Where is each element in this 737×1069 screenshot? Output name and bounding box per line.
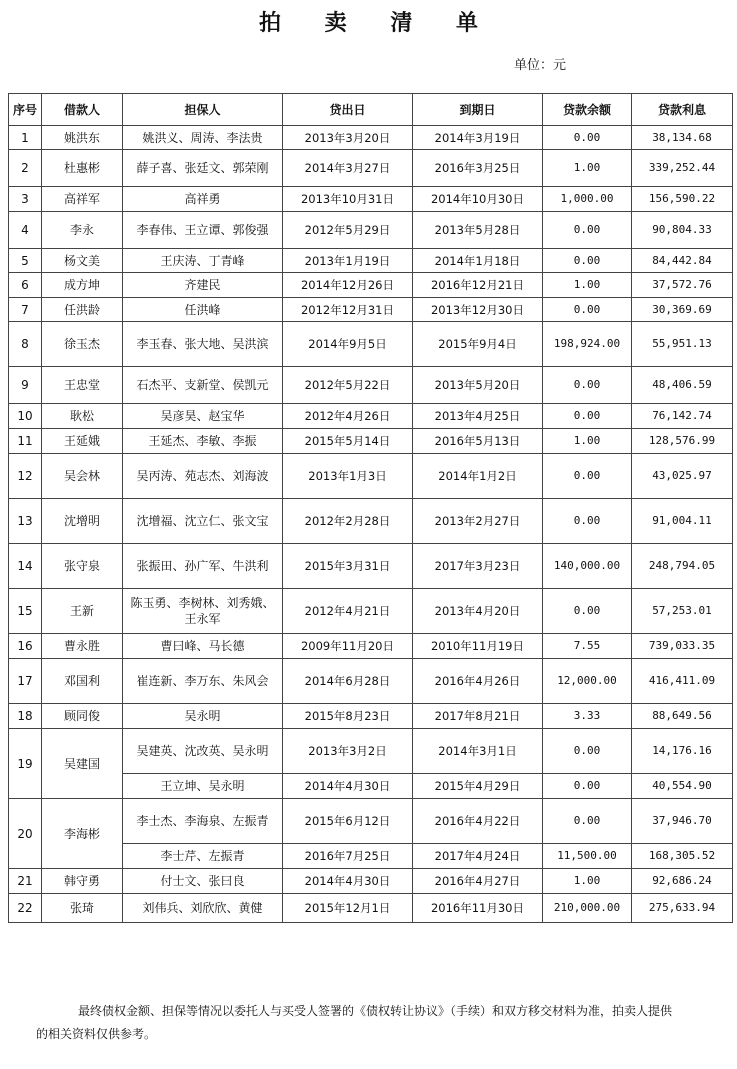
loan-start-date: 2014年6月28日 [283,659,413,704]
table-header-row [9,94,733,126]
guarantor-names: 王立坤、吴永明 [123,774,283,799]
loan-balance: 1.00 [543,150,632,187]
guarantor-names: 刘伟兵、刘欣欣、黄健 [123,894,283,923]
borrower-name: 成方坤 [42,273,123,298]
row-number: 20 [9,799,42,869]
loan-end-date: 2016年4月22日 [413,799,543,844]
row-number: 19 [9,729,42,799]
loan-balance: 1.00 [543,273,632,298]
loan-interest: 168,305.52 [632,844,733,869]
loan-interest: 57,253.01 [632,589,733,634]
loan-balance: 0.00 [543,799,632,844]
loan-start-date: 2013年3月20日 [283,126,413,150]
loan-end-date: 2015年9月4日 [413,322,543,367]
borrower-name: 顾同俊 [42,704,123,729]
borrower-name: 王新 [42,589,123,634]
guarantor-names: 齐建民 [123,273,283,298]
table-row [9,249,733,273]
row-number: 9 [9,367,42,404]
loan-end-date: 2016年4月27日 [413,869,543,894]
loan-interest: 156,590.22 [632,187,733,212]
loan-interest: 128,576.99 [632,429,733,454]
table-row [9,187,733,212]
guarantor-names: 李士杰、李海泉、左振青 [123,799,283,844]
loan-start-date: 2013年1月19日 [283,249,413,273]
loan-start-date: 2015年5月14日 [283,429,413,454]
loan-end-date: 2014年3月1日 [413,729,543,774]
auction-list-table [8,93,733,923]
borrower-name: 姚洪东 [42,126,123,150]
loan-interest: 84,442.84 [632,249,733,273]
guarantor-names: 张振田、孙广军、牛洪利 [123,544,283,589]
loan-balance: 0.00 [543,729,632,774]
borrower-name: 王忠堂 [42,367,123,404]
borrower-name: 曹永胜 [42,634,123,659]
row-number: 4 [9,212,42,249]
table-row [9,212,733,249]
loan-end-date: 2014年10月30日 [413,187,543,212]
loan-balance: 198,924.00 [543,322,632,367]
loan-interest: 40,554.90 [632,774,733,799]
loan-end-date: 2013年4月20日 [413,589,543,634]
loan-balance: 1.00 [543,869,632,894]
table-row [9,799,733,844]
row-number: 22 [9,894,42,923]
loan-start-date: 2015年6月12日 [283,799,413,844]
row-number: 3 [9,187,42,212]
guarantor-names: 沈增福、沈立仁、张文宝 [123,499,283,544]
table-row [9,298,733,322]
loan-interest: 48,406.59 [632,367,733,404]
loan-start-date: 2015年12月1日 [283,894,413,923]
borrower-name: 李永 [42,212,123,249]
loan-start-date: 2013年10月31日 [283,187,413,212]
page-title: 拍 卖 清 单 [259,10,496,36]
loan-end-date: 2016年12月21日 [413,273,543,298]
header-no: 序号 [9,94,42,126]
loan-interest: 55,951.13 [632,322,733,367]
table-row [9,729,733,774]
loan-interest: 37,572.76 [632,273,733,298]
guarantor-names: 吴丙涛、苑志杰、刘海波 [123,454,283,499]
guarantor-names: 吴彦昊、赵宝华 [123,404,283,429]
loan-balance: 7.55 [543,634,632,659]
row-number: 12 [9,454,42,499]
loan-interest: 76,142.74 [632,404,733,429]
table-row [9,869,733,894]
table-row [9,404,733,429]
loan-interest: 38,134.68 [632,126,733,150]
guarantor-names: 吴永明 [123,704,283,729]
table-row [9,499,733,544]
borrower-name: 吴建国 [42,729,123,799]
loan-start-date: 2013年1月3日 [283,454,413,499]
loan-balance: 0.00 [543,589,632,634]
loan-end-date: 2013年5月20日 [413,367,543,404]
loan-start-date: 2012年2月28日 [283,499,413,544]
table-row [9,126,733,150]
guarantor-names: 高祥勇 [123,187,283,212]
table-row [9,273,733,298]
header-end-date: 到期日 [413,94,543,126]
borrower-name: 高祥军 [42,187,123,212]
loan-start-date: 2016年7月25日 [283,844,413,869]
loan-end-date: 2013年5月28日 [413,212,543,249]
loan-balance: 140,000.00 [543,544,632,589]
loan-end-date: 2013年12月30日 [413,298,543,322]
loan-balance: 1,000.00 [543,187,632,212]
table-row [9,367,733,404]
loan-balance: 0.00 [543,298,632,322]
guarantor-names: 姚洪义、周涛、李法贵 [123,126,283,150]
loan-start-date: 2012年4月21日 [283,589,413,634]
loan-start-date: 2012年5月29日 [283,212,413,249]
loan-start-date: 2014年4月30日 [283,774,413,799]
header-interest: 贷款利息 [632,94,733,126]
guarantor-names: 曹曰峰、马长德 [123,634,283,659]
borrower-name: 杨文美 [42,249,123,273]
guarantor-names: 石杰平、支新堂、侯凯元 [123,367,283,404]
row-number: 2 [9,150,42,187]
loan-end-date: 2016年3月25日 [413,150,543,187]
loan-balance: 0.00 [543,499,632,544]
loan-start-date: 2014年3月27日 [283,150,413,187]
borrower-name: 李海彬 [42,799,123,869]
loan-interest: 90,804.33 [632,212,733,249]
loan-interest: 91,004.11 [632,499,733,544]
row-number: 1 [9,126,42,150]
borrower-name: 沈增明 [42,499,123,544]
header-balance: 贷款余额 [543,94,632,126]
row-number: 16 [9,634,42,659]
guarantor-names: 崔连新、李万东、朱风会 [123,659,283,704]
loan-balance: 0.00 [543,212,632,249]
loan-start-date: 2014年4月30日 [283,869,413,894]
loan-balance: 0.00 [543,367,632,404]
table-row [9,704,733,729]
row-number: 7 [9,298,42,322]
loan-start-date: 2009年11月20日 [283,634,413,659]
unit-label: 单位：元 [514,58,567,73]
loan-balance: 0.00 [543,774,632,799]
loan-end-date: 2014年1月2日 [413,454,543,499]
loan-end-date: 2017年4月24日 [413,844,543,869]
loan-end-date: 2016年4月26日 [413,659,543,704]
loan-interest: 248,794.05 [632,544,733,589]
loan-end-date: 2013年4月25日 [413,404,543,429]
guarantor-names: 付士文、张曰良 [123,869,283,894]
loan-end-date: 2014年3月19日 [413,126,543,150]
header-start-date: 贷出日 [283,94,413,126]
loan-start-date: 2012年12月31日 [283,298,413,322]
guarantor-names: 李春伟、王立谭、郭俊强 [123,212,283,249]
row-number: 13 [9,499,42,544]
loan-start-date: 2014年9月5日 [283,322,413,367]
guarantor-names: 王延杰、李敏、李振 [123,429,283,454]
loan-interest: 88,649.56 [632,704,733,729]
header-guarantor: 担保人 [123,94,283,126]
loan-interest: 339,252.44 [632,150,733,187]
table-row [9,894,733,923]
table-row [9,659,733,704]
table-row [9,454,733,499]
table-row [9,322,733,367]
loan-balance: 0.00 [543,249,632,273]
loan-interest: 37,946.70 [632,799,733,844]
loan-interest: 30,369.69 [632,298,733,322]
footnote: 最终债权金额、担保等情况以委托人与买受人签署的《债权转让协议》（手续）和双方移交材料为准，拍卖人提供的相关资料仅供参考。 [36,1004,673,1041]
loan-balance: 12,000.00 [543,659,632,704]
loan-end-date: 2017年8月21日 [413,704,543,729]
guarantor-names: 王庆涛、丁青峰 [123,249,283,273]
loan-interest: 43,025.97 [632,454,733,499]
borrower-name: 张守泉 [42,544,123,589]
guarantor-names: 陈玉勇、李树林、刘秀娥、王永军 [123,589,283,634]
loan-end-date: 2016年11月30日 [413,894,543,923]
table-row [9,150,733,187]
loan-end-date: 2010年11月19日 [413,634,543,659]
row-number: 21 [9,869,42,894]
table-row [9,634,733,659]
loan-start-date: 2014年12月26日 [283,273,413,298]
loan-interest: 416,411.09 [632,659,733,704]
loan-interest: 14,176.16 [632,729,733,774]
borrower-name: 耿松 [42,404,123,429]
row-number: 8 [9,322,42,367]
loan-balance: 11,500.00 [543,844,632,869]
row-number: 15 [9,589,42,634]
guarantor-names: 李玉春、张大地、吴洪滨 [123,322,283,367]
guarantor-names: 任洪峰 [123,298,283,322]
borrower-name: 徐玉杰 [42,322,123,367]
loan-balance: 0.00 [543,454,632,499]
table-row [9,429,733,454]
loan-interest: 739,033.35 [632,634,733,659]
guarantor-names: 薛子喜、张廷文、郭荣刚 [123,150,283,187]
loan-end-date: 2015年4月29日 [413,774,543,799]
loan-end-date: 2017年3月23日 [413,544,543,589]
row-number: 5 [9,249,42,273]
loan-balance: 210,000.00 [543,894,632,923]
guarantor-names: 吴建英、沈改英、吴永明 [123,729,283,774]
table-row [9,544,733,589]
loan-end-date: 2014年1月18日 [413,249,543,273]
borrower-name: 杜惠彬 [42,150,123,187]
row-number: 18 [9,704,42,729]
loan-balance: 1.00 [543,429,632,454]
row-number: 10 [9,404,42,429]
borrower-name: 王延娥 [42,429,123,454]
loan-balance: 3.33 [543,704,632,729]
row-number: 17 [9,659,42,704]
borrower-name: 任洪龄 [42,298,123,322]
guarantor-names: 李士芹、左振青 [123,844,283,869]
loan-end-date: 2016年5月13日 [413,429,543,454]
loan-interest: 275,633.94 [632,894,733,923]
borrower-name: 韩守勇 [42,869,123,894]
header-borrower: 借款人 [42,94,123,126]
loan-start-date: 2015年8月23日 [283,704,413,729]
borrower-name: 吴会林 [42,454,123,499]
loan-start-date: 2015年3月31日 [283,544,413,589]
loan-start-date: 2012年5月22日 [283,367,413,404]
loan-interest: 92,686.24 [632,869,733,894]
loan-start-date: 2013年3月2日 [283,729,413,774]
row-number: 14 [9,544,42,589]
row-number: 6 [9,273,42,298]
loan-balance: 0.00 [543,404,632,429]
borrower-name: 邓国利 [42,659,123,704]
loan-start-date: 2012年4月26日 [283,404,413,429]
row-number: 11 [9,429,42,454]
loan-end-date: 2013年2月27日 [413,499,543,544]
table-row [9,589,733,634]
loan-balance: 0.00 [543,126,632,150]
borrower-name: 张琦 [42,894,123,923]
